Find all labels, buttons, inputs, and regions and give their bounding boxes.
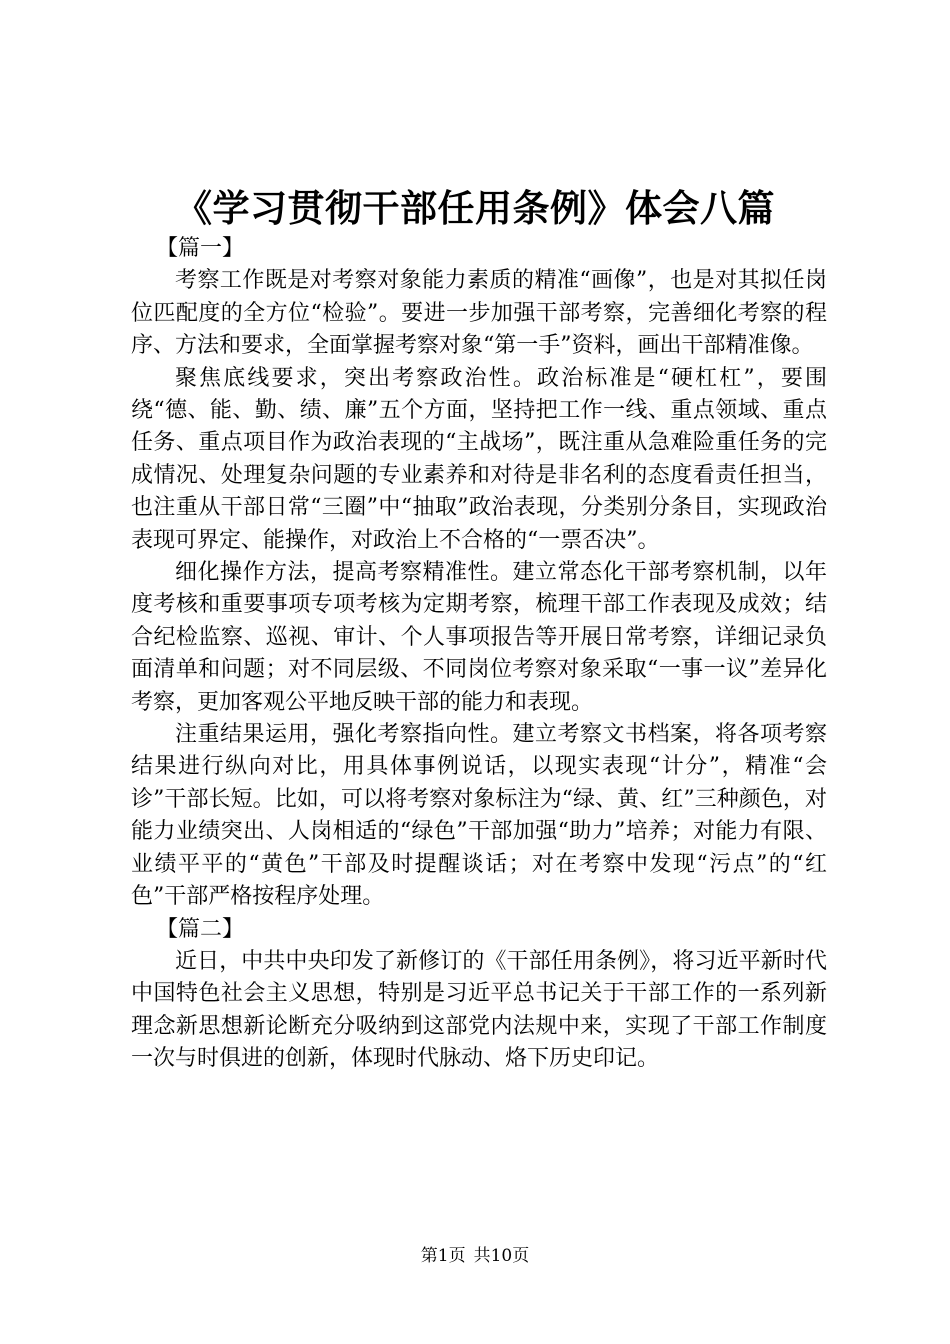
section-heading: 【篇一】 bbox=[156, 236, 245, 261]
paragraph: 考察工作既是对考察对象能力素质的精准“画像”，也是对其拟任岗位匹配度的全方位“检验”。要进一步加强干部考察，完善细化考察的程序、方法和要求，全面掌握考察对象“第一手”资料，画出干部精准像。 bbox=[131, 268, 827, 359]
paragraph: 细化操作方法，提高考察精准性。建立常态化干部考察机制，以年度考核和重要事项专项考核为定期考察，梳理干部工作表现及成效；结合纪检监察、巡视、审计、个人事项报告等开展日常考察，详细记录负面清单和问题；对不同层级、不同岗位考察对象采取“一事一议”差异化考察，更加客观公平地反映干部的能力和表现。 bbox=[131, 560, 827, 715]
document-body bbox=[131, 233, 827, 1076]
section-heading: 【篇二】 bbox=[156, 916, 245, 942]
paragraph: 注重结果运用，强化考察指向性。建立考察文书档案，将各项考察结果进行纵向对比，用具体事例说话，以现实表现“计分”，精准“会诊”干部长短。比如，可以将考察对象标注为“绿、黄、红”三种颜色，对能力业绩突出、人岗相适的“绿色”干部加强“助力”培养；对能力有限、业绩平平的“黄色”干部及时提醒谈话；对在考察中发现“污点”的“红色”干部严格按程序处理。 bbox=[131, 722, 827, 910]
paragraph: 近日，中共中央印发了新修订的《干部任用条例》，将习近平新时代中国特色社会主义思想，特别是习近平总书记关于干部工作的一系列新理念新思想新论断充分吸纳到这部党内法规中来，实现了干部工作制度一次与时俱进的创新，体现时代脉动、烙下历史印记。 bbox=[131, 948, 827, 1072]
page-footer bbox=[0, 1244, 950, 1268]
page-total: 共10页 bbox=[473, 1246, 530, 1266]
page-title: 《学习贯彻干部任用条例》体会八篇 bbox=[175, 186, 775, 230]
section-2 bbox=[131, 914, 827, 1076]
section-1 bbox=[131, 233, 827, 914]
page-number: 第1页 bbox=[420, 1246, 466, 1266]
paragraph: 聚焦底线要求，突出考察政治性。政治标准是“硬杠杠”，要围绕“德、能、勤、绩、廉”五个方面，坚持把工作一线、重点领域、重点任务、重点项目作为政治表现的“主战场”，既注重从急难险重任务的完成情况、处理复杂问题的专业素养和对待是非名利的态度看责任担当，也注重从干部日常“三圈”中“抽取”政治表现，分类别分条目，实现政治表现可界定、能操作，对政治上不合格的“一票否决”。 bbox=[131, 365, 827, 553]
